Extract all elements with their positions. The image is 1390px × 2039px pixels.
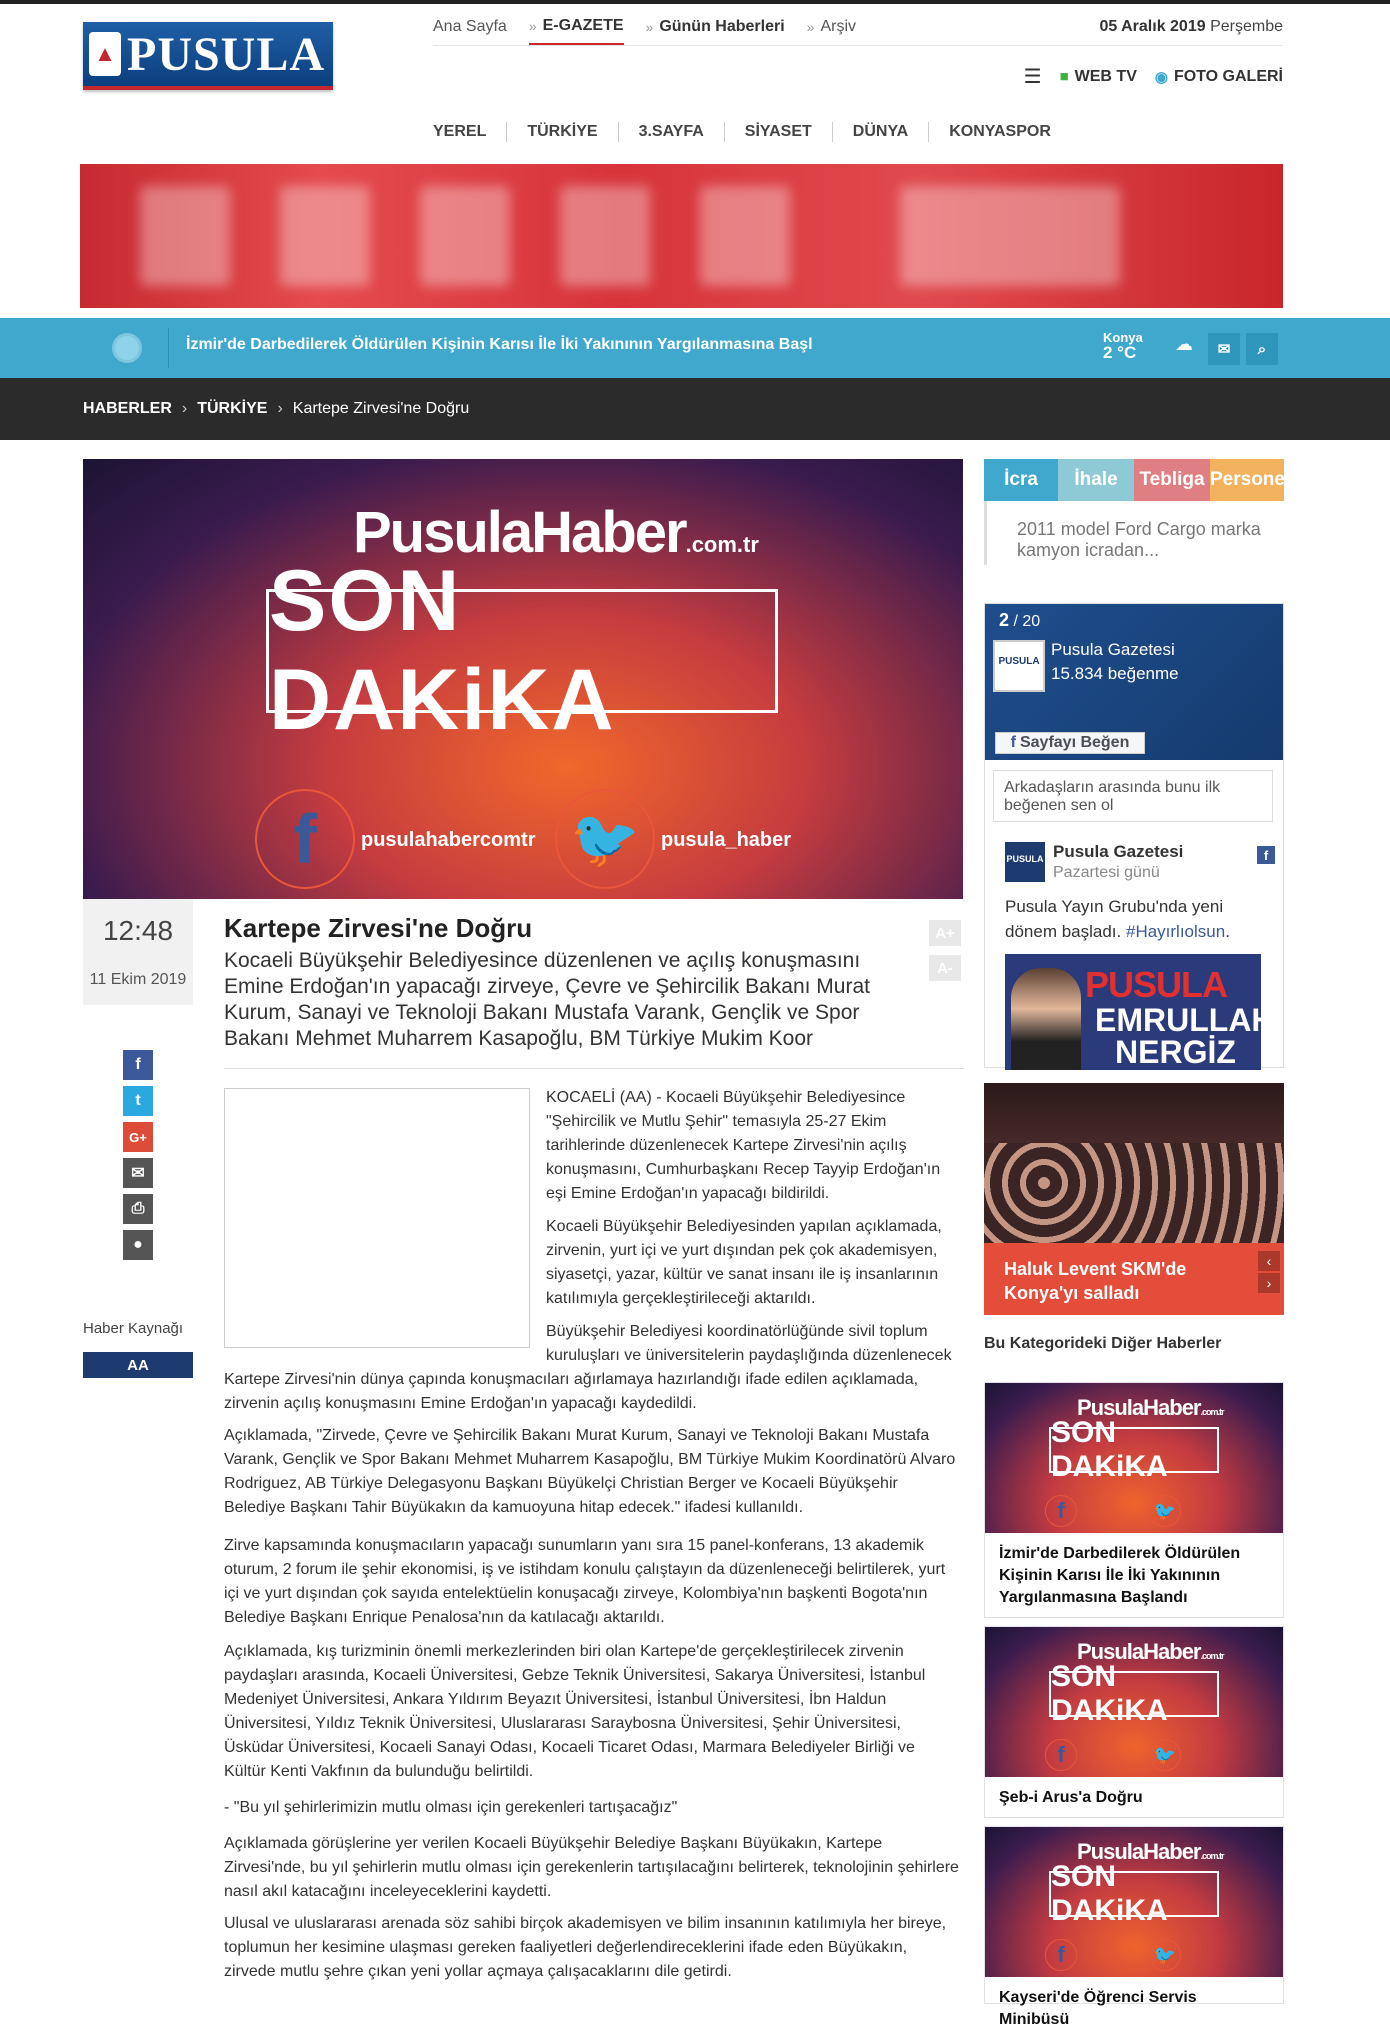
hero-brand: PusulaHaber.com.tr xyxy=(353,500,759,565)
facebook-cover xyxy=(985,604,1283,760)
camera-icon: ◉ xyxy=(1154,68,1168,86)
article-timestamp xyxy=(83,899,193,1005)
facebook-icon: f xyxy=(1045,1739,1077,1771)
news-card-image xyxy=(985,1627,1283,1777)
top-border xyxy=(0,0,1390,4)
facebook-icon: f xyxy=(1257,846,1275,864)
card-brand: PusulaHaber.com.tr xyxy=(1077,1395,1224,1420)
clock-icon xyxy=(112,333,142,363)
twitter-icon: t xyxy=(135,1092,141,1109)
fb-post-image[interactable] xyxy=(1005,954,1275,1070)
news-card-title[interactable]: İzmir'de Darbedilerek Öldürülen Kişinin Karısı İle İki Yakınının Yargılanmasına Başlandı xyxy=(999,1545,1241,1606)
article-summary: Kocaeli Büyükşehir Belediyesince düzenlenen ve açılış konuşmasını Emine Erdoğan'ın yapacağı zirveye, Çevre ve Şehircilik Bakanı Murat Kurum, Sanayi ve Teknoloji Bakanı Mustafa Varank, Gençlik ve Spor Bakanı Mehmet Muharrem Kasapoğlu, BM Türkiye Mukim Koor xyxy=(224,949,870,1050)
photo-gallery-slider[interactable] xyxy=(984,1083,1284,1315)
announcement-tabs xyxy=(984,459,1284,501)
menu-icon[interactable]: ☰ xyxy=(1023,66,1042,88)
fb-like-count: 15.834 beğenme xyxy=(1051,664,1179,683)
prev-arrow-icon[interactable]: ‹ xyxy=(1258,1251,1280,1271)
news-card[interactable] xyxy=(984,1382,1284,1618)
post-image-title: PUSULA xyxy=(1085,964,1228,1005)
source-label: Haber Kaynağı xyxy=(83,1320,184,1337)
article-paragraph: KOCAELİ (AA) - Kocaeli Büyükşehir Belediyesince "Şehircilik ve Mutlu Şehir" temasıyla 25-27 Ekim tarihlerinde düzenlenecek Kartepe Zirvesi'nin açılış konuşmasını, Cumhurbaşkanı Recep Tayyip Erdoğan'ın eşi Emine Erdoğan'ın yapacağı bildirildi. xyxy=(546,1089,941,1202)
share-facebook-button[interactable] xyxy=(123,1050,153,1080)
search-icon: ⌕ xyxy=(1257,340,1267,358)
logo-text: PUSULA xyxy=(127,27,326,81)
article-time: 12:48 xyxy=(102,915,174,946)
card-brand: PusulaHaber.com.tr xyxy=(1077,1639,1224,1664)
breadcrumb-current: Kartepe Zirvesi'ne Doğru xyxy=(292,400,470,417)
print-button[interactable] xyxy=(123,1194,153,1224)
person-photo xyxy=(1011,968,1081,1070)
tab-content xyxy=(984,501,1284,565)
hero-facebook-handle: pusulahabercomtr xyxy=(361,829,536,851)
top-link-e-gazete[interactable]: » E-GAZETE xyxy=(529,9,624,45)
comment-button[interactable] xyxy=(123,1230,153,1260)
article-paragraph: Büyükşehir Belediyesi koordinatörlüğünde sivil toplum kuruluşları ve üniversitelerin paydaşlığında düzenlenecek xyxy=(546,1323,952,1364)
eagle-icon: ▲ xyxy=(89,32,121,76)
mail-button[interactable] xyxy=(1208,333,1240,365)
foto-galeri-link[interactable]: ◉ FOTO GALERİ xyxy=(1154,67,1283,86)
share-email-button[interactable] xyxy=(123,1158,153,1188)
nav-konyaspor[interactable]: KONYASPOR xyxy=(928,122,1071,142)
tab-content-link[interactable]: 2011 model Ford Cargo marka kamyon icradan... xyxy=(1017,519,1261,560)
facebook-icon: f xyxy=(1010,734,1016,751)
article-paragraph: Ulusal ve uluslararası arenada söz sahibi birçok akademisyen ve bilim insanının katılımıyla her bireye, toplumun her kesimine ulaşması gereken faaliyetleri değerlendireceklerini ifade eden Büyükakın, zirvede mutlu şehre çıkan yeni yollar açmaya çalışacaklarını dile getirdi. xyxy=(224,1915,947,1980)
chevron-icon: » xyxy=(806,18,815,35)
tab-ihale[interactable]: İhale xyxy=(1058,459,1134,501)
card-banner-text: SON DAKiKA xyxy=(1049,1427,1219,1473)
hero-twitter-handle: pusula_haber xyxy=(661,829,792,851)
facebook-icon: f xyxy=(255,789,355,889)
google-plus-icon: G+ xyxy=(129,1129,147,1145)
news-card[interactable] xyxy=(984,1826,1284,2028)
tab-icra[interactable]: İcra xyxy=(984,459,1058,501)
slide-counter: 2 / 20 xyxy=(999,610,1041,630)
fb-page-name[interactable]: Pusula Gazetesi xyxy=(1051,640,1175,659)
card-brand: PusulaHaber.com.tr xyxy=(1077,1839,1224,1864)
twitter-icon: 🐦 xyxy=(555,789,655,889)
fb-post-page[interactable]: Pusula Gazetesi xyxy=(1053,842,1184,861)
source-logo: AA xyxy=(83,1352,193,1378)
nav-yerel[interactable]: YEREL xyxy=(433,123,487,140)
other-news-heading: Bu Kategorideki Diğer Haberler xyxy=(984,1335,1222,1352)
share-twitter-button[interactable] xyxy=(123,1086,153,1116)
news-card[interactable] xyxy=(984,1626,1284,1818)
facebook-icon: f xyxy=(1045,1495,1077,1527)
search-button[interactable] xyxy=(1246,333,1278,365)
web-tv-link[interactable]: ■ WEB TV xyxy=(1059,67,1137,85)
font-increase-button[interactable]: A+ xyxy=(929,920,961,946)
article-paragraph: Kartepe Zirvesi'nin dünya çapında konuşmacıları ağırlamaya hazırlandığı ifade edilen açıklamada, zirvenin açılış konuşmasını Emine Erdoğan'ın yapacağı kaydedildi. xyxy=(224,1371,919,1412)
breadcrumb-turkiye[interactable]: TÜRKİYE xyxy=(197,400,268,417)
ticker-headline[interactable]: İzmir'de Darbedilerek Öldürülen Kişinin Karısı İle İki Yakınının Yargılanmasına Başl xyxy=(186,336,813,353)
nav-dunya[interactable]: DÜNYA xyxy=(832,122,928,142)
news-card-title[interactable]: Kayseri'de Öğrenci Servis Minibüsü xyxy=(999,1989,1197,2028)
cloud-icon: ☁ xyxy=(1175,334,1193,354)
article-date: 11 Ekim 2019 xyxy=(89,971,187,988)
gallery-caption[interactable]: Haluk Levent SKM'de Konya'yı salladı xyxy=(984,1243,1284,1315)
twitter-icon: 🐦 xyxy=(1149,1739,1181,1771)
article-title: Kartepe Zirvesi'ne Doğru xyxy=(224,913,533,943)
chevron-right-icon: › xyxy=(277,400,283,417)
article-paragraph: Açıklamada, "Zirvede, Çevre ve Şehircilik Bakanı Murat Kurum, Sanayi ve Teknoloji Bakanı Mustafa Varank, Gençlik ve Spor Bakanı Mehmet Muharrem Kasapoğlu, BM Türkiye Mukim Koordinatörü Alvaro Rodriguez, AB Türkiye Delegasyonu Başkanı Büyükelçi Christian Berger ve Kocaeli Büyükşehir Belediye Başkanı Tahir Büyükakın da kamuoyuna hitap edecek." ifadesi kullanıldı. xyxy=(224,1427,956,1516)
tab-personel[interactable]: Persone xyxy=(1210,459,1284,501)
facebook-icon: f xyxy=(1045,1939,1077,1971)
breadcrumb-haberler[interactable]: HABERLER xyxy=(83,400,172,417)
chevron-icon: » xyxy=(528,17,537,34)
chevron-icon: » xyxy=(645,18,654,35)
post-image-name1: EMRULLAH xyxy=(1095,1002,1275,1038)
article-paragraph: Kocaeli Büyükşehir Belediyesinden yapılan açıklamada, zirvenin, yurt içi ve yurt dışından pek çok akademisyen, siyasetçi, yazar, kültür ve sanat insanı ile iş insanlarının katılımıyla gerçekleştirileceği aktarıldı. xyxy=(546,1218,942,1307)
current-date: 05 Aralık 2019 Perşembe xyxy=(1099,17,1283,35)
video-camera-icon: ■ xyxy=(1059,68,1069,85)
hero-banner-text: SON DAKiKA xyxy=(266,589,778,713)
news-card-title[interactable]: Şeb-i Arus'a Doğru xyxy=(999,1789,1143,1806)
gallery-image xyxy=(984,1143,1284,1243)
next-arrow-icon[interactable]: › xyxy=(1258,1273,1280,1293)
fb-post-avatar: PUSULA xyxy=(1005,842,1045,882)
top-link-ana-sayfa[interactable]: Ana Sayfa xyxy=(433,17,507,35)
advertisement-banner[interactable] xyxy=(80,164,1283,308)
card-banner-text: SON DAKiKA xyxy=(1049,1871,1219,1917)
news-card-image xyxy=(985,1827,1283,1977)
card-banner-text: SON DAKiKA xyxy=(1049,1671,1219,1717)
fb-post-date[interactable]: Pazartesi günü xyxy=(1053,864,1160,881)
envelope-icon: ✉ xyxy=(131,1165,145,1182)
divider xyxy=(168,328,169,368)
article-hero-image xyxy=(83,459,963,899)
breadcrumb xyxy=(0,378,1390,440)
article-paragraph: Açıklamada, kış turizminin önemli merkezlerinden biri olan Kartepe'de gerçekleştirilecek zirvenin paydaşları arasında, Kocaeli Üniversitesi, Gebze Teknik Üniversitesi, Sakarya Üniversitesi, İstanbul Medeniyet Üniversitesi, Ankara Yıldırım Beyazıt Üniversitesi, İstanbul Üniversitesi, İbn Haldun Üniversitesi, Yıldız Teknik Üniversitesi, Uluslararası Saraybosna Üniversitesi, Şehir Üniversitesi, Üsküdar Üniversitesi, Kocaeli Sanayi Odası, Kocaeli Ticaret Odası, Marmara Belediyeler Birliği ve Kültür Kenti Vakfının da bulunduğu belirtildi. xyxy=(224,1643,926,1780)
site-logo[interactable] xyxy=(83,22,333,90)
news-card-image xyxy=(985,1383,1283,1533)
header-tools xyxy=(1024,64,1283,89)
facebook-icon: f xyxy=(135,1056,141,1073)
main-navigation xyxy=(433,122,1071,142)
printer-icon: ⎙ xyxy=(131,1200,145,1217)
share-google-plus-button[interactable] xyxy=(123,1122,153,1152)
article-paragraph: Zirve kapsamında konuşmacıların yapacağı sunumların yanı sıra 15 panel-konferans, 13 akademik oturum, 2 forum ile şehir ekonomisi, iş ve istihdam konulu çalıştayın da düzenleneceği belirtilerek, yurt içi ve yurt dışından çok sayıda entelektüelin konuşacağı zirveye, Kolombiya'nın başkenti Bogota'nın Belediye Başkanı Enrique Penalosa'nın da katılacağı aktarıldı. xyxy=(224,1537,946,1626)
font-decrease-button[interactable]: A- xyxy=(929,955,961,981)
comment-icon: ● xyxy=(133,1236,143,1253)
nav-3-sayfa[interactable]: 3.SAYFA xyxy=(618,122,724,142)
article-image-placeholder xyxy=(224,1088,530,1348)
top-link-gunun-haberleri[interactable]: » Günün Haberleri xyxy=(645,17,785,35)
page-avatar: PUSULA xyxy=(993,640,1045,692)
article-paragraph: Açıklamada görüşlerine yer verilen Kocaeli Büyükşehir Belediye Başkanı Büyükakın, Kartepe Zirvesi'nde, bu yıl şehirlerin mutlu olması için gerekenlerin tartışılacağını belirterek, teknolojinin şehirlere nasıl akıl katacağını inceleyeceklerini kaydetti. xyxy=(224,1835,959,1900)
divider xyxy=(224,1068,964,1069)
nav-turkiye[interactable]: TÜRKİYE xyxy=(506,122,617,142)
chevron-right-icon: › xyxy=(181,400,188,417)
facebook-page-widget xyxy=(984,603,1284,1068)
fb-post-text: Pusula Yayın Grubu'nda yeni dönem başladı. #Hayırlıolsun. xyxy=(1005,897,1230,941)
twitter-icon: 🐦 xyxy=(1149,1939,1181,1971)
news-ticker xyxy=(0,318,1390,378)
tab-tebligat[interactable]: Tebliga xyxy=(1134,459,1210,501)
top-link-arsiv[interactable]: » Arşiv xyxy=(806,17,857,35)
post-image-name2: NERGİZ xyxy=(1115,1034,1236,1070)
envelope-icon: ✉ xyxy=(1217,341,1231,358)
fb-friends-text: Arkadaşların arasında bunu ilk beğenen sen ol xyxy=(993,770,1273,822)
top-navigation xyxy=(433,8,1283,46)
fb-like-button[interactable]: f Sayfayı Beğen xyxy=(995,732,1145,754)
weather-city: Konya 2 °C xyxy=(1103,330,1143,362)
nav-siyaset[interactable]: SİYASET xyxy=(724,122,832,142)
twitter-icon: 🐦 xyxy=(1149,1495,1181,1527)
article-subheading: - "Bu yıl şehirlerimizin mutlu olması için gerekenleri tartışacağız" xyxy=(224,1799,678,1816)
